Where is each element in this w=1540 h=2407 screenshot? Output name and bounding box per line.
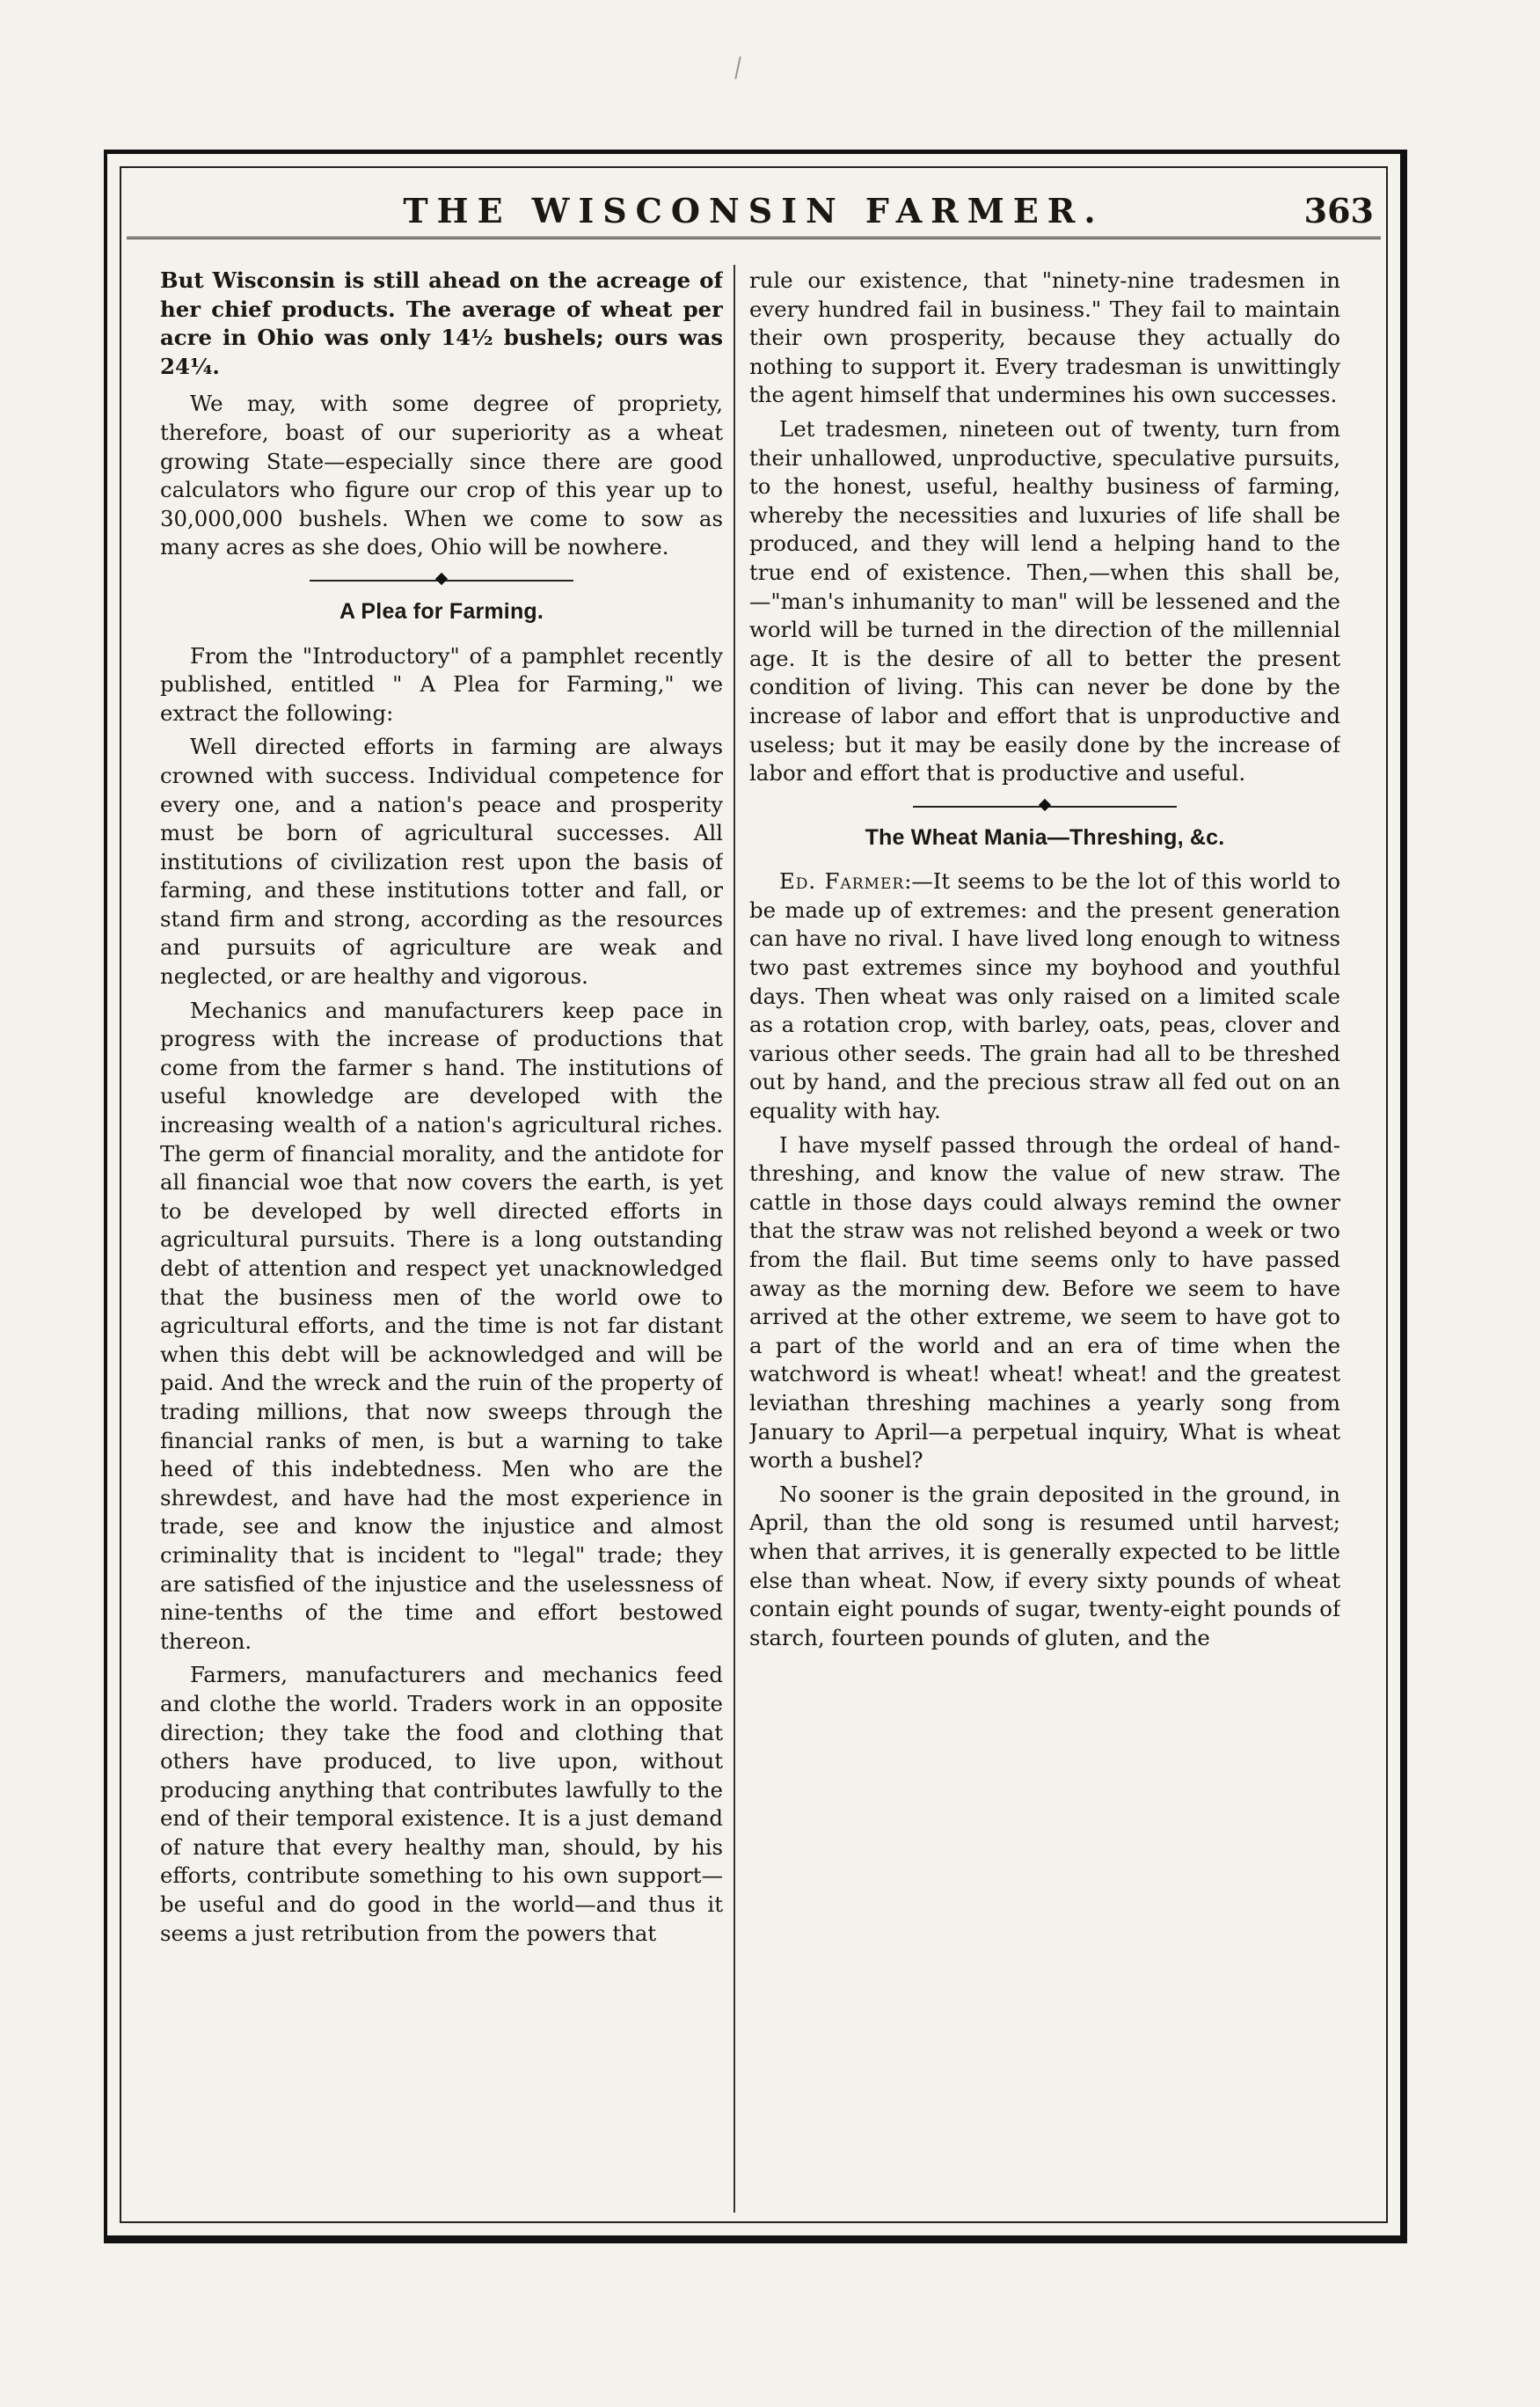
page-border <box>104 150 1407 2243</box>
paragraph-hand-threshing: I have myself passed through the ordeal of hand-threshing, and know the value of new straw. The cattle in those days could always remind the owner that the straw was not relished beyond a week or two from the flail. But time seems only to have passed away as the morning dew. Before we seem to have arrived at the other extreme, we seem to have got to a part of the world and an era of time when the watchword is wheat! wheat! wheat! and the greatest leviathan threshing machines a yearly song from January to April—a perpetual inquiry, What is wheat worth a bushel? <box>749 1131 1340 1474</box>
page-number: 363 <box>1303 191 1374 230</box>
paragraph-tradesmen-fail: rule our existence, that "ninety-nine tradesmen in every hundred fail in business." They fail to maintain their own prosperity, because they actually do nothing to support it. Every tradesman is unwittingly the agent himself that undermines his own successes. <box>749 267 1340 408</box>
divider-diamond-icon <box>1039 799 1051 811</box>
column-rule <box>734 265 735 2213</box>
paragraph-farmers-feed-the-world: Farmers, manufacturers and mechanics feed and clothe the world. Traders work in an opposite direction; they take the food and clothing that others have produced, to live upon, without producing anything that contributes lawfully to the end of their temporal existence. It is a just demand of nature that every healthy man, should, by his efforts, contribute something to his own support—be useful and do good in the world—and thus it seems a just retribution from the powers that <box>160 1662 723 1946</box>
section-divider <box>913 801 1177 813</box>
stray-pencil-mark <box>734 56 741 79</box>
paragraph-introductory: From the "Introductory" of a pamphlet recently published, entitled " A Plea for Farming," we extract the following: <box>160 642 723 726</box>
section-title-plea-for-farming: A Plea for Farming. <box>339 598 544 624</box>
paragraph-ed-farmer <box>749 867 1340 1125</box>
right-column <box>749 267 1340 2209</box>
running-title: THE WISCONSIN FARMER. <box>403 191 1105 230</box>
paragraph-wheat-state: We may, with some degree of propriety, therefore, boast of our superiority as a wheat growing State—especially since there are good calculators who figure our crop of this year up to 30,000,000 bushels. When we come to sow as many acres as she does, Ohio will be nowhere. <box>160 391 723 560</box>
section-title-wheat-mania: The Wheat Mania—Threshing, &c. <box>865 824 1225 850</box>
paragraph-let-tradesmen: Let tradesmen, nineteen out of twenty, turn from their unhallowed, unproductive, speculative pursuits, to the honest, useful, healthy business of farming, whereby the necessities and luxuries of life shall be produced, and they will lend a helping hand to the true end of existence. Then,—when this shall be,—"man's inhumanity to man" will be lessened and the world will be turned in the direction of the millennial age. It is the desire of all to better the present condition of living. This can never be done by the increase of labor and effort that is unproductive and useless; but it may be easily done by the increase of labor and effort that is productive and useful. <box>749 415 1340 786</box>
paragraph-no-sooner: No sooner is the grain deposited in the ground, in April, than the old song is resumed until harvest; when that arrives, it is generally expected to be little else than wheat. Now, if every sixty pounds of wheat contain eight pounds of sugar, twenty-eight pounds of starch, fourteen pounds of gluten, and the <box>749 1481 1340 1650</box>
ed-farmer-text: :—It seems to be the lot of this world to be made up of extremes: and the present generation can have no rival. I have lived long enough to witness two past extremes since my boyhood and youthful days. Then wheat was only raised on a limited scale as a rotation crop, with barley, oats, peas, clover and various other seeds. The grain had all to be threshed out by hand, and the precious straw all fed out on an equality with hay. <box>749 868 1340 1124</box>
paragraph-well-directed-efforts: Well directed efforts in farming are always crowned with success. Individual competence for every one, and a nation's peace and prosperity must be born of agricultural successes. All institutions of civilization rest upon the basis of farming, and these institutions totter and fall, or stand firm and strong, according as the resources and pursuits of agriculture are weak and neglected, or are healthy and vigorous. <box>160 734 723 990</box>
running-head <box>127 184 1381 239</box>
left-column <box>160 267 723 2209</box>
section-divider <box>310 574 573 587</box>
paragraph-mechanics-manufacturers: Mechanics and manufacturers keep pace in progress with the increase of productions that come from the farmer s hand. The institutions of useful knowledge are developed with the increasing wealth of a nation's agricultural riches. The germ of financial morality, and the antidote for all financial woe that now covers the earth, is yet to be developed by well directed efforts in agricultural pursuits. There is a long outstanding debt of attention and respect yet unacknowledged that the business men of the world owe to agricultural efforts, and the time is not far distant when this debt will be acknowledged and will be paid. And the wreck and the ruin of the property of trading millions, that now sweeps through the financial ranks of men, is but a warning to take heed of this indebtedness. Men who are the shrewdest, and have had the most experience in trade, see and know the injustice and almost criminality that is incident to "legal" trade; they are satisfied of the injustice and the uselessness of nine-tenths of the time and effort bestowed thereon. <box>160 997 723 1654</box>
paragraph-wisconsin-acreage: But Wisconsin is still ahead on the acreage of her chief products. The average of wheat per acre in Ohio was only 14½ bushels; ours was 24¼. <box>160 267 723 379</box>
divider-diamond-icon <box>435 573 448 585</box>
ed-farmer-label: Ed. Farmer <box>779 868 905 895</box>
